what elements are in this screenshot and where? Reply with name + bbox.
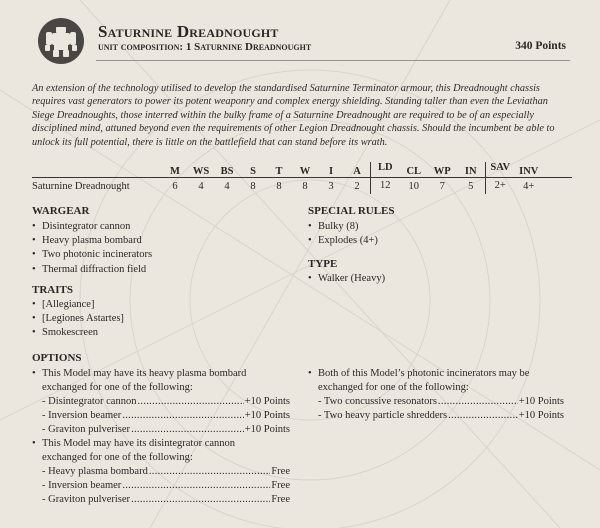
header-divider <box>96 60 570 61</box>
list-item: • Walker (Heavy) <box>308 272 385 286</box>
stat-header: INV <box>519 166 539 177</box>
list-item: • Bulky (8) <box>308 220 378 234</box>
stats-row <box>32 177 572 194</box>
options-heading: OPTIONS <box>32 352 82 364</box>
option-choice: - Disintegrator cannon ..... +10 Points <box>32 395 290 409</box>
unit-composition: unit composition: 1 Saturnine Dreadnought <box>98 41 312 53</box>
stat-header: A <box>353 166 361 177</box>
stat-value: 4 <box>224 180 230 192</box>
stats-header-row <box>32 162 572 177</box>
type-heading: TYPE <box>308 258 338 270</box>
stat-value: 7 <box>439 180 445 192</box>
stat-header: WP <box>433 166 451 177</box>
stat-value: 12 <box>370 178 400 194</box>
option-choice: - Inversion beamer ..... Free <box>32 479 290 493</box>
stat-value: 10 <box>408 180 419 192</box>
option-text: • This Model may have its disintegrator cannon exchanged for one of the following: <box>32 437 290 465</box>
stat-header: M <box>170 166 180 177</box>
stat-value: 6 <box>172 180 178 192</box>
option-choice: - Graviton pulveriser ..... +10 Points <box>32 423 290 437</box>
list-item: • Disintegrator cannon <box>32 220 152 234</box>
stat-value: 5 <box>468 180 474 192</box>
option-text: • This Model may have its heavy plasma bombard exchanged for one of the following: <box>32 367 290 395</box>
unit-points: 340 Points <box>515 40 566 52</box>
list-item: • Smokescreen <box>32 326 124 340</box>
stat-header: WS <box>192 166 210 177</box>
stat-value: 8 <box>276 180 282 192</box>
stat-header: W <box>299 166 311 177</box>
list-item: • [Legiones Astartes] <box>32 312 124 326</box>
stat-header: S <box>250 166 256 177</box>
stat-value: 2+ <box>485 178 515 194</box>
stats-table <box>32 162 572 194</box>
stat-header: I <box>328 166 334 177</box>
dreadnought-silhouette-icon <box>38 18 84 64</box>
stat-header: LD <box>370 162 400 177</box>
wargear-heading: WARGEAR <box>32 205 90 217</box>
special-rules-heading: SPECIAL RULES <box>308 205 395 217</box>
unit-description: An extension of the technology utilised to develop the standardised Saturnine Terminator armour, this Dreadnought chassis requires vast generators to power its potent weaponry and complex energy shielding. Standing taller than even the Leviathan Siege Dreadnoughts, those interred within the bulky frame of a Saturnine Dreadnought are required to be of an especially disciplined mind, attuned beyond even the requirements of other Legion Dreadnought chassis. Should the incumbent be able to unlock its full potential, there is little on the battlefield that can stand before its wrath. <box>32 83 555 148</box>
stat-value: 3 <box>328 180 334 192</box>
stat-header: SAV <box>485 162 515 177</box>
stat-value: 8 <box>250 180 256 192</box>
stats-row-name: Saturnine Dreadnought <box>32 180 130 192</box>
stat-header: T <box>275 166 283 177</box>
list-item: • Two photonic incinerators <box>32 248 152 262</box>
stat-value: 4+ <box>523 180 535 192</box>
special-rules-list <box>308 220 378 248</box>
stat-header: IN <box>464 166 477 177</box>
list-item: • Heavy plasma bombard <box>32 234 152 248</box>
options-right-column <box>308 367 564 423</box>
list-item: • Thermal diffraction field <box>32 263 152 277</box>
option-text: • Both of this Model’s photonic incinerators may be exchanged for one of the following: <box>308 367 564 395</box>
stat-value: 4 <box>198 180 204 192</box>
stat-header: CL <box>406 166 422 177</box>
stat-value: 8 <box>302 180 308 192</box>
list-item: • [Allegiance] <box>32 298 124 312</box>
option-choice: - Graviton pulveriser ..... Free <box>32 493 290 507</box>
stat-value: 2 <box>354 180 360 192</box>
option-choice: - Inversion beamer ..... +10 Points <box>32 409 290 423</box>
option-choice: - Two concussive resonators ..... +10 Points <box>308 395 564 409</box>
traits-list <box>32 298 124 341</box>
type-list <box>308 272 385 286</box>
stat-header: BS <box>220 166 234 177</box>
option-choice: - Heavy plasma bombard ..... Free <box>32 465 290 479</box>
list-item: • Explodes (4+) <box>308 234 378 248</box>
options-left-column <box>32 367 290 507</box>
unit-title: Saturnine Dreadnought <box>98 22 279 41</box>
option-choice: - Two heavy particle shredders ..... +10 Points <box>308 409 564 423</box>
traits-heading: TRAITS <box>32 284 73 296</box>
wargear-list <box>32 220 152 277</box>
